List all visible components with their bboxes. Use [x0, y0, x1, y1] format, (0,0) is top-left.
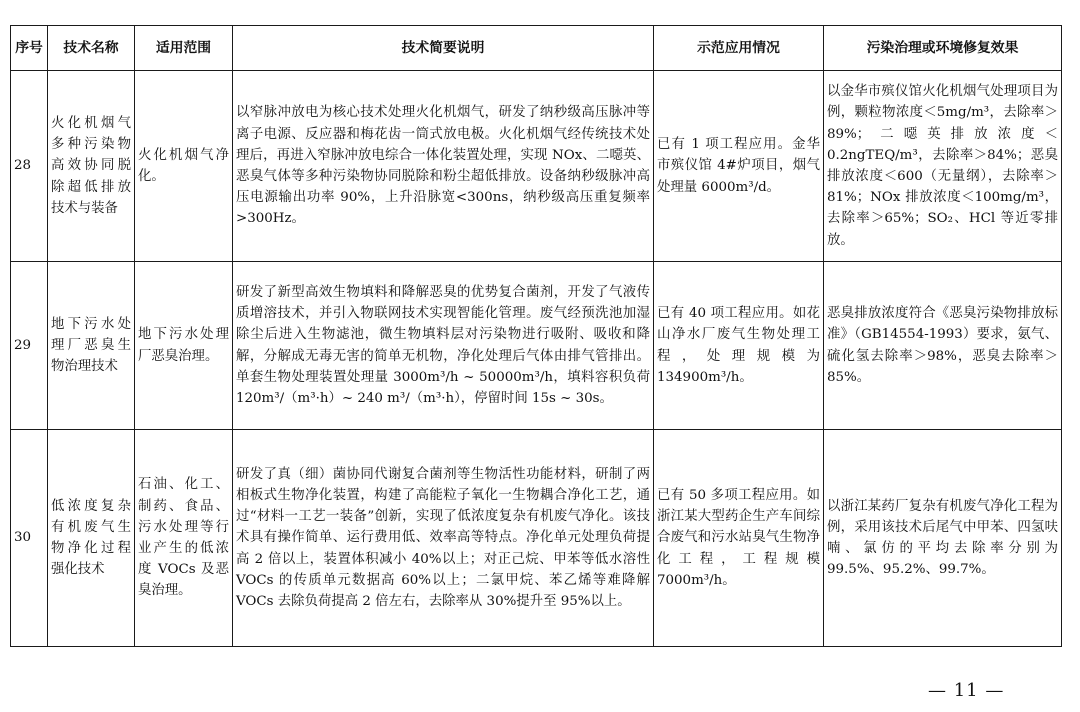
tech-description: 研发了新型高效生物填料和降解恶臭的优势复合菌剂，开发了气液传质增溶技术，并引入物联网技术实现智能化管理。废气经预洗池加湿除尘后进入生物滤池，微生物填料层对污染物进行吸附、吸收和降解，分解成无毒无害的简单无机物，净化处理后气体由排气管排出。单套生物处理装置处理量 3000m³/h ~ 50000m³/h，填料容积负荷 120m³/（m³·h）~ 240 m³/（m³·h），停留时间 15s ~ 30s。 [233, 262, 654, 430]
tech-description: 研发了真（细）菌协同代谢复合菌剂等生物活性功能材料，研制了两相板式生物净化装置，构建了高能粒子氧化一生物耦合净化工艺，通过“材料一工艺一装备”创新，实现了低浓度复杂有机废气净化。该技术具有操作简单、运行费用低、效率高等特点。净化单元处理负荷提高 2 倍以上，装置体积减小 40%以上；对正己烷、甲苯等低水溶性 VOCs 的传质单元数据高 60%以上；二氯甲烷、苯乙烯等难降解 VOCs 去除负荷提高 2 倍左右，去除率从 30%提升至 95%以上。 [233, 430, 654, 647]
tech-name: 地下污水处理厂恶臭生物治理技术 [48, 262, 135, 430]
treatment-effect: 以浙江某药厂复杂有机废气净化工程为例，采用该技术后尾气中甲苯、四氢呋喃、氯仿的平均去除率分别为 99.5%、95.2%、99.7%。 [824, 430, 1062, 647]
page-number: — 11 — [928, 680, 1005, 701]
row-number: 29 [11, 262, 48, 430]
row-number: 30 [11, 430, 48, 647]
tech-name: 低浓度复杂有机废气生物净化过程强化技术 [48, 430, 135, 647]
demo-application: 已有 50 多项工程应用。如浙江某大型药企生产车间综合废气和污水站臭气生物净化工程，工程规模 7000m³/h。 [654, 430, 824, 647]
header-demo: 示范应用情况 [654, 26, 824, 71]
table-row [11, 71, 1062, 262]
technology-table [10, 25, 1062, 647]
tech-scope: 地下污水处理厂恶臭治理。 [135, 262, 233, 430]
treatment-effect: 恶臭排放浓度符合《恶臭污染物排放标准》（GB14554-1993）要求，氨气、硫化氢去除率＞98%，恶臭去除率＞85%。 [824, 262, 1062, 430]
table-header-row [11, 26, 1062, 71]
header-effect: 污染治理或环境修复效果 [824, 26, 1062, 71]
row-number: 28 [11, 71, 48, 262]
header-name: 技术名称 [48, 26, 135, 71]
header-desc: 技术简要说明 [233, 26, 654, 71]
header-scope: 适用范围 [135, 26, 233, 71]
tech-scope: 火化机烟气净化。 [135, 71, 233, 262]
treatment-effect: 以金华市殡仪馆火化机烟气处理项目为例，颗粒物浓度＜5mg/m³，去除率＞89%；二噁英排放浓度＜0.2ngTEQ/m³，去除率＞84%；恶臭排放浓度＜600（无量纲），去除率＞81%；NOx 排放浓度＜100mg/m³，去除率＞65%；SO₂、HCl 等近零排放。 [824, 71, 1062, 262]
table-row [11, 262, 1062, 430]
header-no: 序号 [11, 26, 48, 71]
tech-scope: 石油、化工、制药、食品、污水处理等行业产生的低浓度 VOCs 及恶臭治理。 [135, 430, 233, 647]
tech-description: 以窄脉冲放电为核心技术处理火化机烟气，研发了纳秒级高压脉冲等离子电源、反应器和梅花齿一筒式放电极。火化机烟气经传统技术处理后，再进入窄脉冲放电综合一体化装置处理，实现 NOx、二噁英、恶臭气体等多种污染物协同脱除和粉尘超低排放。设备纳秒级脉冲高压电源输出功率 90%，上升沿脉宽<300ns，纳秒级高压重复频率>300Hz。 [233, 71, 654, 262]
tech-name: 火化机烟气多种污染物高效协同脱除超低排放技术与装备 [48, 71, 135, 262]
table-row [11, 430, 1062, 647]
demo-application: 已有 1 项工程应用。金华市殡仪馆 4#炉项目，烟气处理量 6000m³/d。 [654, 71, 824, 262]
demo-application: 已有 40 项工程应用。如花山净水厂废气生物处理工程，处理规模为 134900m³/h。 [654, 262, 824, 430]
